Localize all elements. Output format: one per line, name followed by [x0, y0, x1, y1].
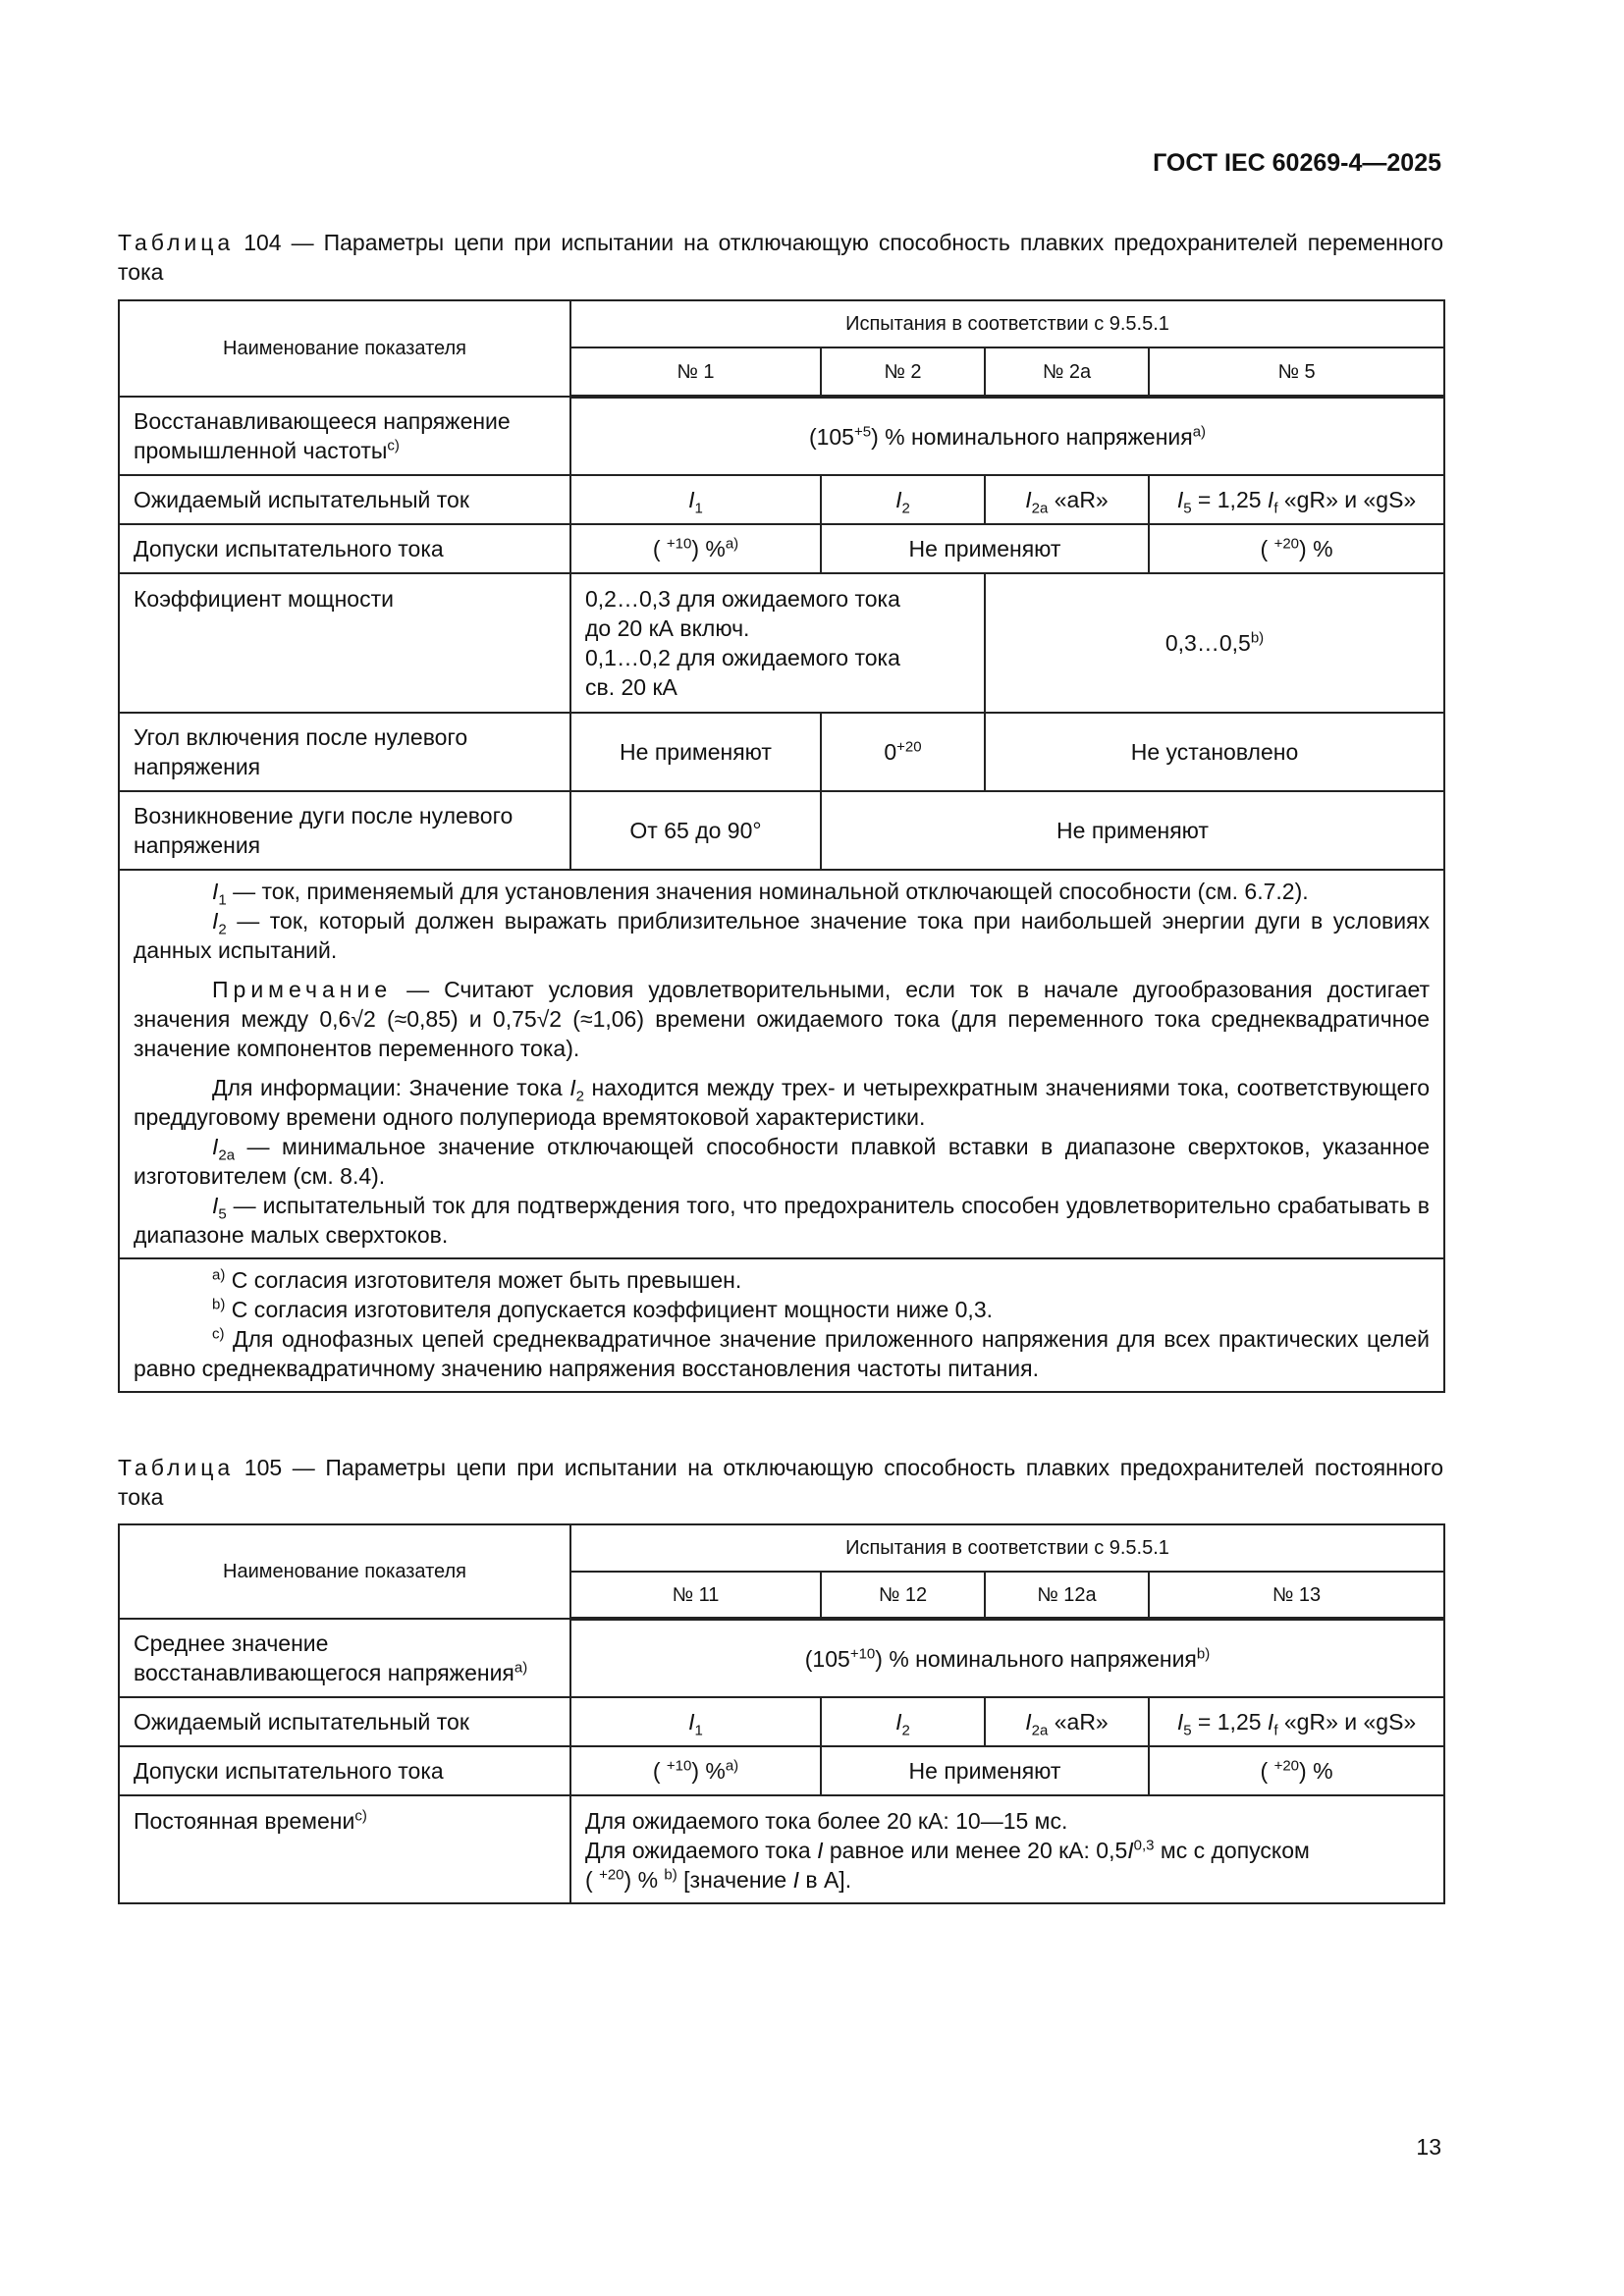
col-header-13: № 13 [1149, 1572, 1444, 1619]
cell-power-factor-1: 0,2…0,3 для ожидаемого тока до 20 кА включ. 0,1…0,2 для ожидаемого тока св. 20 кА [570, 573, 985, 713]
col-group-header: Испытания в соответствии с 9.5.5.1 [570, 1524, 1444, 1572]
table-row [119, 397, 1444, 475]
table-105-caption: Таблица 105 — Параметры цепи при испытании на отключающую способность плавких предохранителей постоянного тока [118, 1455, 1443, 1510]
table-row [119, 870, 1444, 1258]
cell-tolerance-na: Не применяют [821, 524, 1149, 573]
col-header-2a: № 2а [985, 347, 1149, 397]
table-row [119, 1697, 1444, 1746]
cell-i2: $I_2$ [821, 475, 985, 524]
cell-tolerance-11: ( $^{+10}$) %$^{a)}$ [570, 1746, 821, 1795]
row-label-mean-recovery-voltage: Среднее значение восстанавливающегося напряжения$^{a)}$ [119, 1619, 570, 1697]
row-label-tolerance: Допуски испытательного тока [119, 1746, 570, 1795]
col-header-12a: № 12а [985, 1572, 1149, 1619]
col-header-12: № 12 [821, 1572, 985, 1619]
cell-recovery-voltage: $(105^{+5})$ % номинального напряжения$^{a)}$ [570, 397, 1444, 475]
page-number: 13 [1416, 2134, 1441, 2160]
cell-tolerance-5: ( $^{+20}$) % [1149, 524, 1444, 573]
cell-arc-initiation-2: Не применяют [821, 791, 1444, 870]
col-header-param: Наименование показателя [119, 300, 570, 397]
table-row [119, 573, 1444, 713]
table-104-footnotes: $^{a)}$ С согласия изготовителя может быть превышен. $^{b)}$ С согласия изготовителя допускается коэффициент мощности ниже 0,3. $^{c)}$ Для однофазных цепей среднеквадратичное значение приложенного напряжения для всех практических целей равно среднеквадратичному значению напряжения восстановления частоты питания. [119, 1258, 1444, 1392]
col-group-header: Испытания в соответствии с 9.5.5.1 [570, 300, 1444, 347]
cell-tolerance-1: ( $^{+10}$) %$^{a)}$ [570, 524, 821, 573]
cell-time-constant: Для ожидаемого тока более 20 кА: 10—15 мс. Для ожидаемого тока I равное или менее 20 кА: $0,5I^{0,3}$ мс с допуском ( $^{+20}$) % $^{b)}$ [значение I в А]. [570, 1795, 1444, 1903]
col-header-11: № 11 [570, 1572, 821, 1619]
cell-i1: $I_1$ [570, 475, 821, 524]
cell-i5: $I_5 = 1,25$ $I_f$ «gR» и «gS» [1149, 475, 1444, 524]
document-code: ГОСТ IEC 60269-4—2025 [1153, 149, 1441, 177]
cell-tolerance-13: ( $^{+20}$) % [1149, 1746, 1444, 1795]
cell-closing-angle-1: Не применяют [570, 713, 821, 791]
table-104 [118, 299, 1445, 1393]
table-row [119, 713, 1444, 791]
cell-power-factor-2: 0,3…0,5$^{b)}$ [985, 573, 1444, 713]
col-header-1: № 1 [570, 347, 821, 397]
cell-i1: $I_1$ [570, 1697, 821, 1746]
cell-mean-recovery-voltage: $(105^{+10})$ % номинального напряжения$^{b)}$ [570, 1619, 1444, 1697]
table-row [119, 1795, 1444, 1903]
table-row [119, 1746, 1444, 1795]
row-label-recovery-voltage: Восстанавливающееся напряжение промышленной частоты$^{c)}$ [119, 397, 570, 475]
cell-i5: $I_5 = 1,25$ $I_f$ «gR» и «gS» [1149, 1697, 1444, 1746]
table-row [119, 791, 1444, 870]
table-104-notes: $I_1$ — ток, применяемый для установления значения номинальной отключающей способности (см. 6.7.2). $I_2$ — ток, который должен выражать приблизительное значение тока при наибольшей энергии дуги в условиях данных испытаний. Примечание — Считают условия удовлетворительными, если ток в начале дугообразования достигает значения между 0,6√2 (≈0,85) и 0,75√2 (≈1,06) времени ожидаемого тока (для переменного тока среднеквадратичное значение компонентов переменного тока). Для информации: Значение тока $I_2$ находится между трех- и четырехкратным значениями тока, соответствующего преддуговому времени одного полупериода времятоковой характеристики. $I_{2a}$ — минимальное значение отключающей способности плавкой вставки в диапазоне сверхтоков, указанное изготовителем (см. 8.4). $I_5$ — испытательный ток для подтверждения того, что предохранитель способен удовлетворительно срабатывать в диапазоне малых сверхтоков. [119, 870, 1444, 1258]
cell-closing-angle-3: Не установлено [985, 713, 1444, 791]
row-label-arc-initiation: Возникновение дуги после нулевого напряжения [119, 791, 570, 870]
cell-i2: $I_2$ [821, 1697, 985, 1746]
cell-i2a: $I_{2a}$ «aR» [985, 475, 1149, 524]
col-header-2: № 2 [821, 347, 985, 397]
table-105 [118, 1523, 1445, 1904]
table-row [119, 475, 1444, 524]
row-label-test-current: Ожидаемый испытательный ток [119, 475, 570, 524]
table-104-caption: Таблица 104 — Параметры цепи при испытании на отключающую способность плавких предохранителей переменного тока [118, 230, 1443, 285]
cell-closing-angle-2: $0^{+20}$ [821, 713, 985, 791]
table-row [119, 300, 1444, 347]
cell-tolerance-na: Не применяют [821, 1746, 1149, 1795]
row-label-tolerance: Допуски испытательного тока [119, 524, 570, 573]
row-label-test-current: Ожидаемый испытательный ток [119, 1697, 570, 1746]
row-label-power-factor: Коэффициент мощности [119, 573, 570, 713]
table-row [119, 1524, 1444, 1572]
col-header-param: Наименование показателя [119, 1524, 570, 1619]
row-label-closing-angle: Угол включения после нулевого напряжения [119, 713, 570, 791]
cell-i2a: $I_{2a}$ «aR» [985, 1697, 1149, 1746]
table-row [119, 1258, 1444, 1392]
cell-arc-initiation-1: От 65 до 90° [570, 791, 821, 870]
row-label-time-constant: Постоянная времени$^{c)}$ [119, 1795, 570, 1903]
table-row [119, 524, 1444, 573]
table-row [119, 1619, 1444, 1697]
col-header-5: № 5 [1149, 347, 1444, 397]
